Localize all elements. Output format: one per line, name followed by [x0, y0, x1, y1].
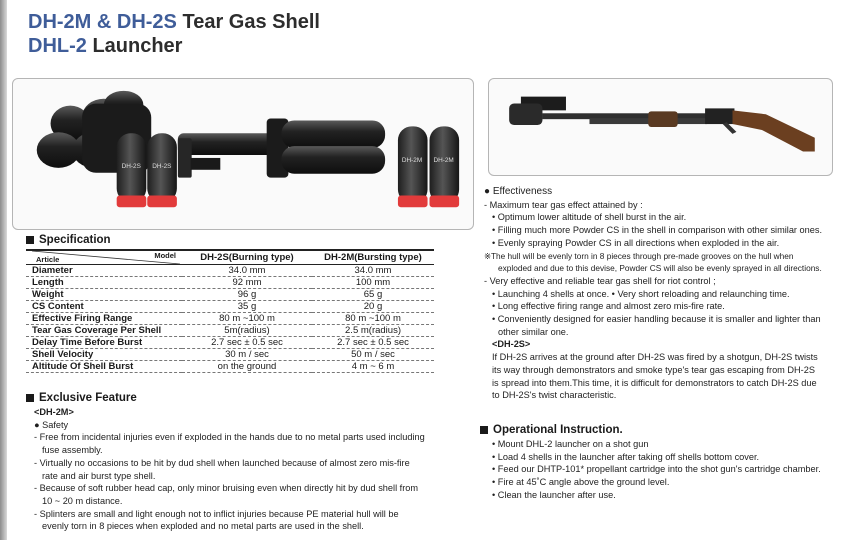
operational-instruction-heading: Operational Instruction.: [480, 424, 623, 436]
launcher-side-view: [178, 118, 385, 177]
title-line-1: DH-2M & DH-2S Tear Gas Shell: [28, 11, 320, 33]
spec-row: Delay Time Before Burst 2.7 sec ± 0.5 sec 2.7 sec ± 0.5 sec: [26, 337, 434, 349]
spec-row: Diameter 34.0 mm 34.0 mm: [26, 265, 434, 277]
operational-instruction-list: [492, 438, 821, 502]
effectiveness-heading: ● Effectiveness: [484, 186, 553, 197]
instruction-item: • Load 4 shells in the launcher after taking off shells bottom cover.: [492, 451, 760, 462]
col-dh2m: DH-2M(Bursting type): [324, 252, 422, 263]
square-bullet-icon: [26, 394, 34, 402]
effectiveness-section: ● Effectiveness - Maximum tear gas effect attained by : • Optimum lower altitude of shell burst in the air. • Filling much more Powder CS in the shell in comparison with other similar ones. • Evenly spraying Powder CS in all directions when exploded in the air. ※The hull will be evenly torn in 8 pieces through pre-made grooves on the hull when exploded and due to this devise, Powder CS will also be evenly sprayed in all directions. - Very effective and reliable tear gas shell for riot control ; • Launching 4 shells at once. • Very short reloading and relaunching time. • Long effective firing range and almost zero mis-fire rate. • Conveniently designed for easier handling because it is smaller and lighter than other similar one. <DH-2S> If DH-2S arrives at the ground after DH-2S was fired by a shotgun, DH-2S twists its way through demonstrators and smoke type's tear gas escaping from DH-2S is spread into them.This time, it is difficult for demonstrators to catch DH-2S due to DH-2S's twist characteristic.: [484, 186, 823, 401]
page-edge-shadow: [0, 0, 7, 540]
title-line-2: DHL-2 Launcher: [28, 35, 183, 57]
spec-row: Altitude Of Shell Burst on the ground 4 m ~ 6 m: [26, 361, 434, 373]
spec-row: Effective Firing Range 80 m ~100 m 80 m ~100 m: [26, 313, 434, 325]
square-bullet-icon: [26, 236, 34, 244]
spec-row: CS Content 35 g 20 g: [26, 301, 434, 313]
spec-row: Weight 96 g 65 g: [26, 289, 434, 301]
dh2m-shells: [398, 126, 459, 207]
safety-item: ● Safety: [34, 419, 69, 430]
launcher-and-shells-illustration: [13, 79, 473, 229]
product-photo-shotgun: [488, 78, 833, 176]
article-model-corner: Article Model: [26, 250, 182, 265]
spec-row: Tear Gas Coverage Per Shell 5m(radius) 2.5 m(radius): [26, 325, 434, 337]
svg-text:DH-2S: DH-2S: [121, 162, 141, 170]
spec-header-row: [26, 250, 434, 265]
svg-text:DH-2M: DH-2M: [433, 156, 454, 164]
product-photo-launcher-shells: [12, 78, 474, 230]
spec-row: Length 92 mm 100 mm: [26, 277, 434, 289]
shotgun-illustration: [489, 79, 832, 175]
instruction-item: • Clean the launcher after use.: [492, 489, 616, 500]
square-bullet-icon: [480, 426, 488, 434]
instruction-item: • Fire at 45˚C angle above the ground level.: [492, 477, 670, 488]
svg-text:DH-2S: DH-2S: [152, 162, 172, 170]
col-dh2s: DH-2S(Burning type): [200, 252, 294, 263]
instruction-item: • Mount DHL-2 launcher on a shot gun: [492, 439, 649, 449]
page-title: [28, 10, 320, 58]
exclusive-feature-body: <DH-2M> ● Safety - Free from incidental injuries even if exploded in the hands due to no metal parts used including fuse assembly. - Virtually no occasions to be hit by dud shell when launched because of almost zero mis-fire rate and air burst type shell. - Because of soft rubber head cap, only minor bruising even when directly hit by dud shell from 10 ~ 20 m distance. - Splinters are small and light enough not to inflict injuries because PE material hull will be evenly torn in 8 pieces when exploded and no metal parts are used in the shell.: [34, 407, 425, 532]
instruction-item: • Feed our DHTP-101* propellant cartridge into the shot gun's cartridge chamber.: [492, 464, 821, 475]
specification-heading: Specification: [26, 234, 111, 246]
exclusive-feature-heading: Exclusive Feature: [26, 392, 137, 404]
shotgun-with-launcher: [509, 97, 815, 152]
svg-text:DH-2M: DH-2M: [401, 156, 423, 164]
spec-row: Shell Velocity 30 m / sec 50 m / sec: [26, 349, 434, 361]
specification-table: [26, 249, 434, 373]
